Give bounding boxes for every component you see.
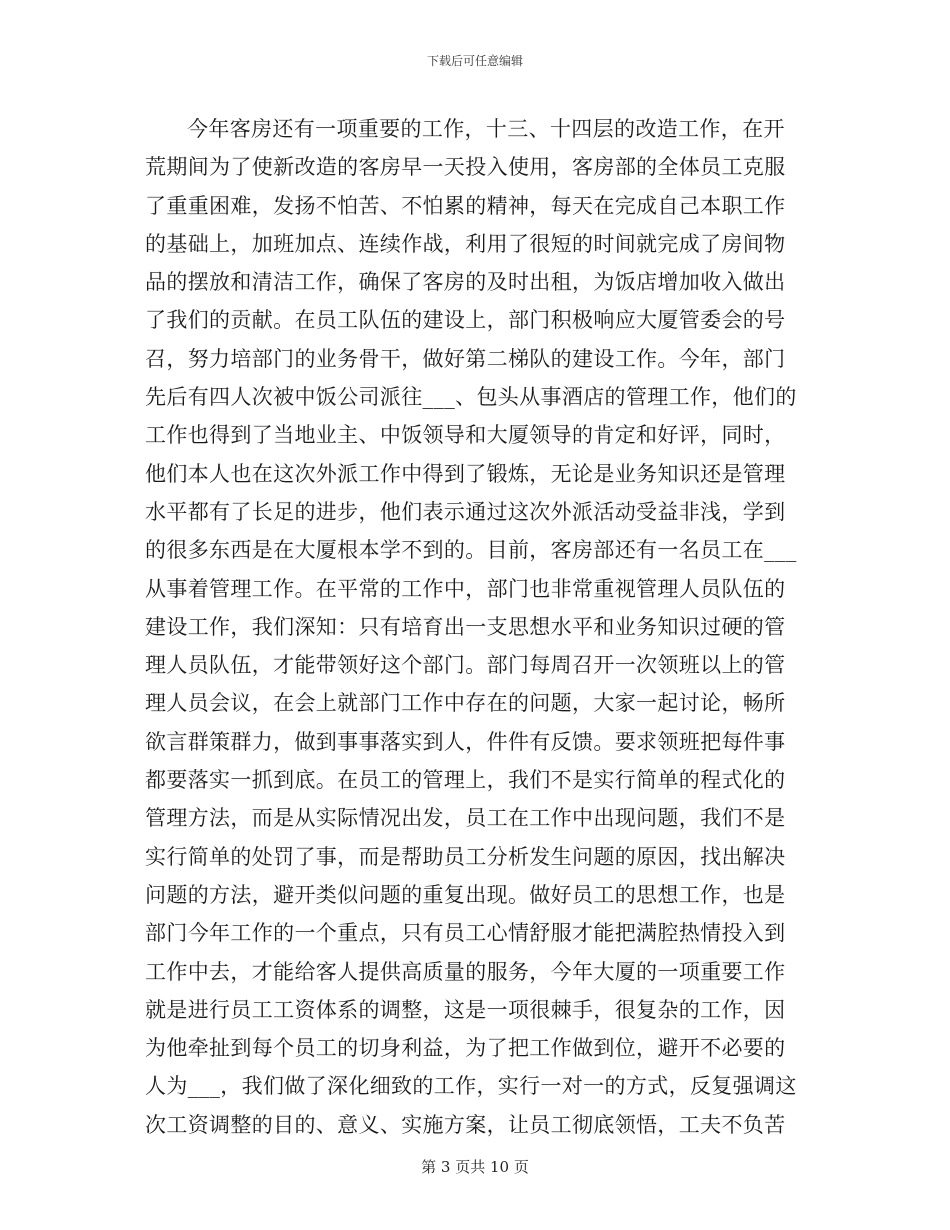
text-line: 召，努力培部门的业务骨干，做好第二梯队的建设工作。今年，部门	[145, 346, 786, 371]
page-header-note: 下载后可任意编辑	[426, 54, 523, 68]
text-line: 品的摆放和清洁工作，确保了客房的及时出租，为饭店增加收入做出	[145, 270, 786, 295]
text-line: 他们本人也在这次外派工作中得到了锻炼，无论是业务知识还是管理	[145, 461, 786, 486]
text-line: 欲言群策群力，做到事事落实到人，件件有反馈。要求领班把每件事	[145, 729, 786, 754]
text-line: 问题的方法，避开类似问题的重复出现。做好员工的思想工作，也是	[145, 882, 786, 907]
text-line: 管理方法，而是从实际情况出发，员工在工作中出现问题，我们不是	[145, 806, 786, 831]
text-line: 从事着管理工作。在平常的工作中，部门也非常重视管理人员队伍的	[145, 576, 786, 601]
text-line: 了我们的贡献。在员工队伍的建设上，部门积极响应大厦管委会的号	[145, 308, 786, 333]
text-line: 水平都有了长足的进步，他们表示通过这次外派活动受益非浅，学到	[145, 499, 786, 524]
text-line: 的很多东西是在大厦根本学不到的。目前，客房部还有一名员工在___	[145, 538, 797, 563]
text-line: 工作也得到了当地业主、中饭领导和大厦领导的肯定和好评，同时，	[145, 423, 786, 448]
text-line: 建设工作，我们深知：只有培育出一支思想水平和业务知识过硬的管	[145, 614, 786, 639]
text-line: 人为___，我们做了深化细致的工作，实行一对一的方式，反复强调这	[145, 1074, 797, 1099]
text-line: 了重重困难，发扬不怕苦、不怕累的精神，每天在完成自己本职工作	[145, 193, 786, 218]
text-line: 次工资调整的目的、意义、实施方案，让员工彻底领悟，工夫不负苦	[145, 1112, 786, 1137]
document-body	[145, 110, 805, 1144]
text-line: 为他牵扯到每个员工的切身利益，为了把工作做到位，避开不必要的	[145, 1036, 786, 1061]
text-line: 就是进行员工工资体系的调整，这是一项很棘手，很复杂的工作，因	[145, 997, 786, 1022]
text-line: 部门今年工作的一个重点，只有员工心情舒服才能把满腔热情投入到	[145, 921, 786, 946]
text-line: 工作中去，才能给客人提供高质量的服务，今年大厦的一项重要工作	[145, 959, 786, 984]
text-line: 先后有四人次被中饭公司派往___、包头从事酒店的管理工作，他们的	[145, 385, 797, 410]
text-line: 理人员会议，在会上就部门工作中存在的问题，大家一起讨论，畅所	[145, 691, 786, 716]
text-line: 都要落实一抓到底。在员工的管理上，我们不是实行简单的程式化的	[145, 768, 786, 793]
page-number: 第 3 页共 10 页	[421, 1158, 529, 1176]
text-line: 实行简单的处罚了事，而是帮助员工分析发生问题的原因，找出解决	[145, 844, 786, 869]
text-line: 荒期间为了使新改造的客房早一天投入使用，客房部的全体员工克服	[145, 155, 786, 180]
text-line: 的基础上，加班加点、连续作战，利用了很短的时间就完成了房间物	[145, 231, 786, 256]
text-line: 理人员队伍，才能带领好这个部门。部门每周召开一次领班以上的管	[145, 653, 786, 678]
text-line: 今年客房还有一项重要的工作，十三、十四层的改造工作，在开	[187, 117, 785, 141]
